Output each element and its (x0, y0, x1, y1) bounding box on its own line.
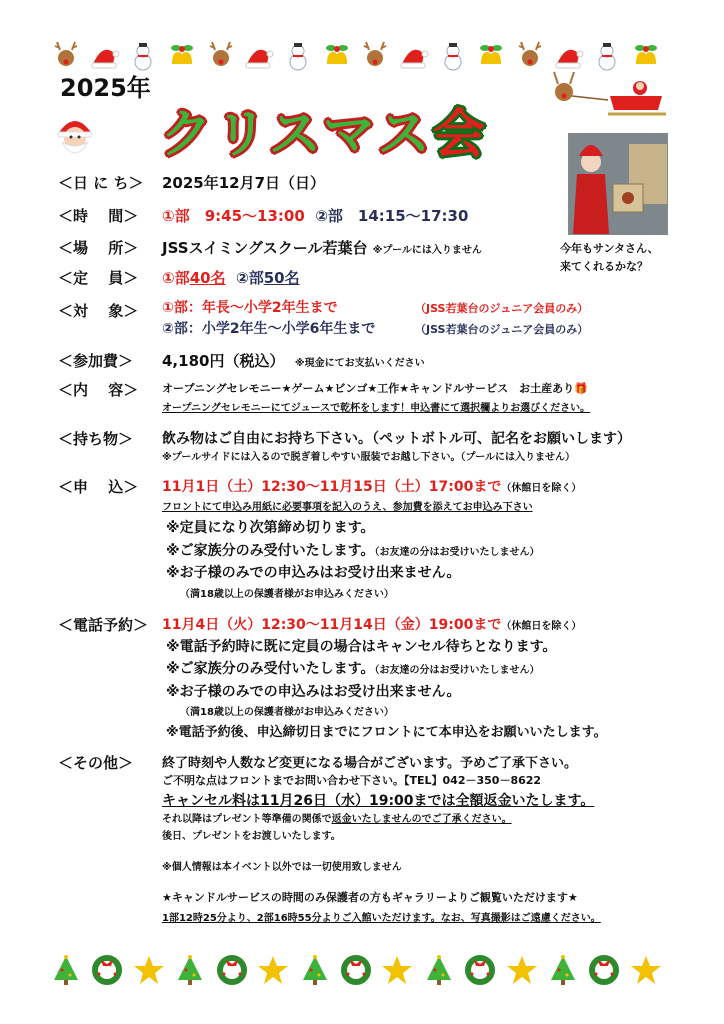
place-label: ＜場 所＞ (58, 239, 139, 257)
phone-line-1: ※電話予約時に既に定員の場合はキャンセル待ちとなります。 (166, 639, 557, 655)
bring-label: ＜持ち物＞ (58, 430, 134, 448)
other-line-2: ご不明な点はフロントまでお問い合わせ下さい。【TEL】042－350－8622 (162, 774, 542, 787)
fee-label: ＜参加費＞ (58, 352, 134, 370)
phone-line-2 (166, 658, 540, 678)
capacity-p1-prefix: ①部 (162, 269, 190, 287)
tree-icon (174, 954, 206, 986)
other-line-5: 後日、プレゼントをお渡しいたします。 (162, 831, 341, 842)
event-title (160, 92, 488, 167)
candle-line-1: ★キャンドルサービスの時間のみ保護者の方もギャラリーよりご観覧いただけます★ (162, 891, 578, 904)
santa-icon (50, 112, 100, 162)
apply-line-5: （満18歳以上の保護者様がお申込みください） (180, 589, 394, 600)
capacity-values (162, 267, 300, 288)
target-label: ＜対 象＞ (58, 302, 139, 320)
wreath-icon (340, 954, 372, 986)
time-label: ＜時 間＞ (58, 207, 139, 225)
content-line-1: オープニングセレモニー★ゲーム★ビンゴ★工作★キャンドルサービス お土産あり🎁 (162, 382, 588, 395)
reindeer-icon (205, 40, 237, 72)
tree-icon (423, 954, 455, 986)
tree-icon (50, 954, 82, 986)
phone-line-5: ※電話予約後、申込締切日までにフロントにて本申込をお願いいたします。 (166, 725, 607, 740)
santa-photo-illustration (569, 134, 667, 234)
event-year: 2025年 (60, 74, 151, 102)
candle-line-2: 1部12時25分より、2部16時55分よりご入館いただけます。なお、写真撮影はご遠慮ください。 (162, 913, 601, 924)
santa-photo (568, 133, 668, 235)
apply-period-line (162, 476, 581, 496)
bells-icon (475, 40, 507, 72)
date-label: ＜日 に ち＞ (58, 174, 144, 192)
phone-period-line (162, 614, 581, 634)
other-label: ＜その他＞ (58, 754, 134, 772)
title-kai: 会 (432, 105, 488, 165)
apply-label: ＜申 込＞ (58, 478, 139, 496)
place-note: ※プールには入りません (372, 245, 482, 256)
santa-hat-icon (398, 40, 430, 72)
place-value: JSSスイミングスクール若葉台 (162, 239, 368, 257)
other-line-1: 終了時刻や人数など変更になる場合がございます。予めご了承下さい。 (162, 756, 577, 771)
tree-icon (547, 954, 579, 986)
time-part1: ①部 9:45～13:00 (162, 207, 305, 225)
tree-icon (299, 954, 331, 986)
privacy-note: ※個人情報は本イベント以外では一切使用致しません (162, 862, 402, 873)
reindeer-sleigh-icon (550, 66, 670, 124)
phone-line-3: ※お子様のみでの申込みはお受け出来ません。 (166, 684, 461, 700)
star-icon (381, 954, 413, 986)
apply-line-3-note: （お友達の分はお受けいたしません） (374, 547, 540, 558)
fee-values (162, 350, 425, 371)
capacity-label: ＜定 員＞ (58, 269, 139, 287)
bells-icon (321, 40, 353, 72)
phone-line-4: （満18歳以上の保護者様がお申込みください） (180, 707, 394, 718)
content-label: ＜内 容＞ (58, 381, 139, 399)
apply-line-3 (166, 540, 540, 560)
star-icon (630, 954, 662, 986)
title-main: クリスマス (160, 105, 433, 165)
capacity-p2-prefix: ②部 (236, 269, 264, 287)
snowman-icon (437, 40, 469, 72)
photo-caption (560, 240, 659, 276)
other-line-4-ul: 返金いたしませんのでご了承ください。 (331, 814, 512, 825)
fee-value: 4,180円（税込） (162, 352, 285, 370)
wreath-icon (91, 954, 123, 986)
bells-icon (166, 40, 198, 72)
target-2: ②部：小学2年生～小学6年生まで (162, 321, 376, 337)
target-1: ①部：年長～小学2年生まで (162, 300, 338, 316)
reindeer-icon (359, 40, 391, 72)
photo-caption-line-2: 来てくれるかな？ (560, 260, 648, 273)
content-line-2: オープニングセレモニーにてジュースで乾杯をします！申込書にて選択欄よりお選びください。 (162, 403, 591, 414)
star-icon (257, 954, 289, 986)
date-value: 2025年12月7日（日） (162, 174, 326, 192)
apply-line-4: ※お子様のみでの申込みはお受け出来ません。 (166, 565, 461, 581)
apply-line-2: ※定員になり次第締め切ります。 (166, 520, 375, 536)
reindeer-icon (514, 40, 546, 72)
bring-line-2: ※プールサイドには入るので脱ぎ着しやすい服装でお越し下さい。（プールには入りません） (162, 452, 576, 463)
phone-label: ＜電話予約＞ (58, 616, 149, 634)
time-values (162, 205, 468, 226)
wreath-icon (216, 954, 248, 986)
target-1-note: （JSS若葉台のジュニア会員のみ） (415, 302, 589, 315)
star-icon (133, 954, 165, 986)
wreath-icon (588, 954, 620, 986)
apply-closed: （休館日を除く） (501, 483, 582, 494)
phone-closed: （休館日を除く） (501, 621, 582, 632)
wreath-icon (464, 954, 496, 986)
bring-line-1: 飲み物はご自由にお持ち下さい。（ペットボトル可、記名をお願いします） (162, 431, 631, 447)
santa-hat-icon (243, 40, 275, 72)
star-icon (506, 954, 538, 986)
capacity-p1-value: 40名 (189, 269, 226, 287)
capacity-p2-value: 50名 (263, 269, 300, 287)
time-part2: ②部 14:15～17:30 (315, 207, 469, 225)
place-values (162, 237, 482, 258)
phone-line-2-main: ※ご家族分のみ受付いたします。 (166, 661, 375, 677)
other-line-4-pre: それ以降はプレゼント等準備の関係で (162, 814, 332, 825)
snowman-icon (282, 40, 314, 72)
phone-period: 11月4日（火）12:30～11月14日（金）19:00まで (162, 617, 502, 633)
other-line-4 (162, 810, 512, 825)
apply-period: 11月1日（土）12:30～11月15日（土）17:00まで (162, 479, 502, 495)
fee-note: ※現金にてお支払いください (294, 358, 425, 369)
apply-line-3-main: ※ご家族分のみ受付いたします。 (166, 543, 375, 559)
photo-caption-line-1: 今年もサンタさん、 (560, 242, 659, 255)
phone-line-2-note: （お友達の分はお受けいたしません） (374, 665, 540, 676)
other-line-3: キャンセル料は11月26日（水）19:00までは全額返金いたします。 (162, 793, 595, 809)
bottom-decoration-row (50, 950, 662, 990)
apply-line-1: フロントにて申込み用紙に必要事項を記入のうえ、参加費を添えてお申込み下さい (162, 502, 533, 513)
target-2-note: （JSS若葉台のジュニア会員のみ） (415, 323, 589, 336)
